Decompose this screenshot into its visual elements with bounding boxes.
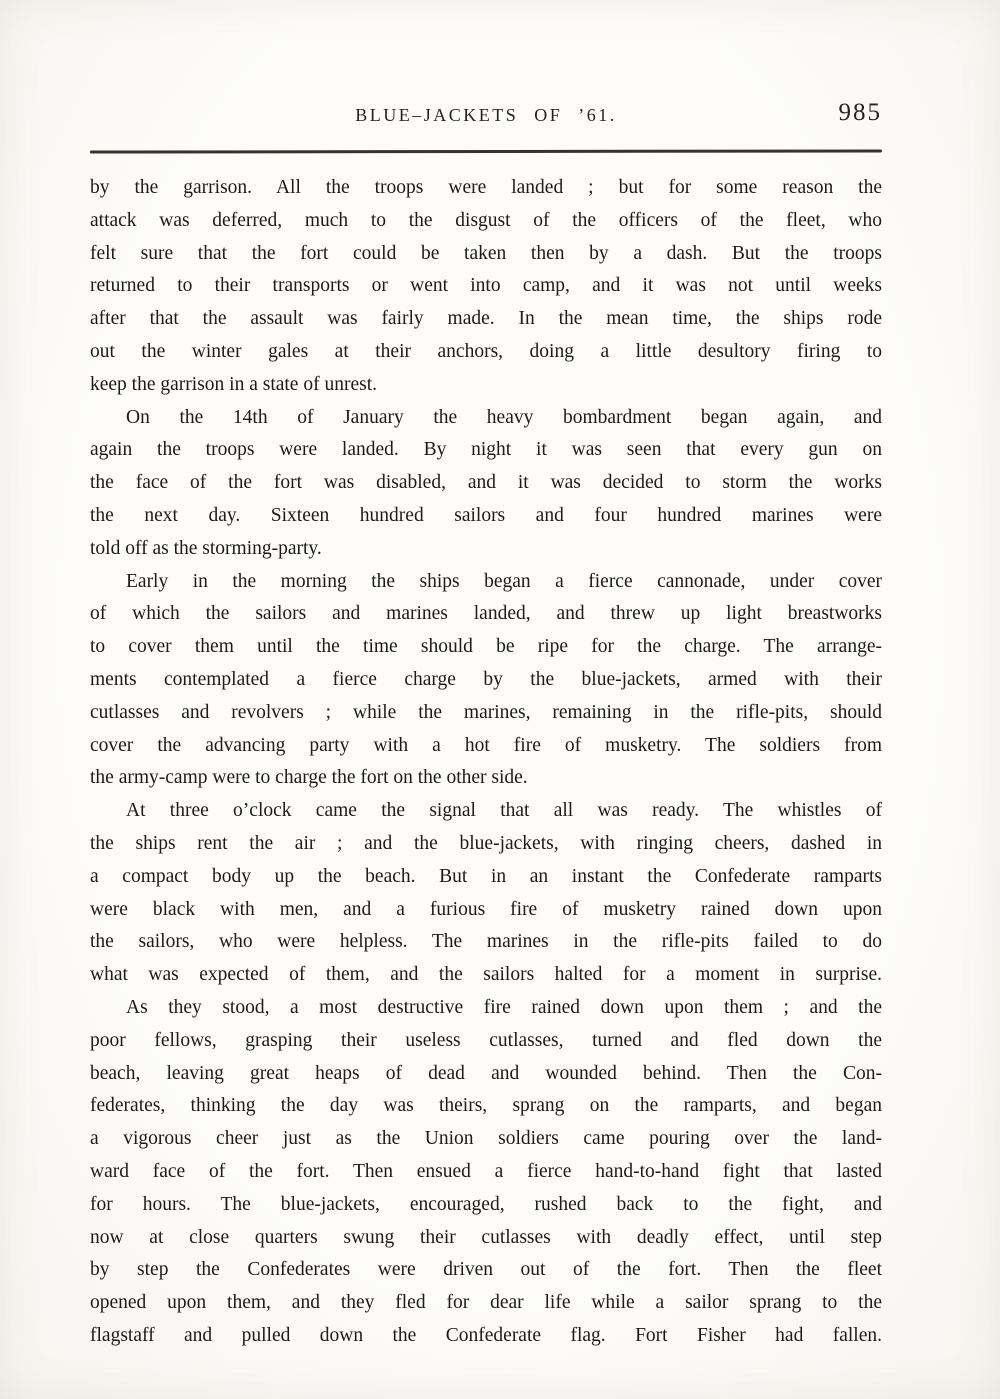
text-line: by step the Confederates were driven out of the fort. Then the fleet xyxy=(90,1259,882,1281)
text-line: keep the garrison in a state of unrest. xyxy=(90,373,377,395)
text-line: the ships rent the air ; and the blue-jackets, with ringing cheers, dashed in xyxy=(90,832,882,854)
text-line: to cover them until the time should be ripe for the charge. The arrange- xyxy=(90,636,882,658)
text-line: out the winter gales at their anchors, doing a little desultory firing to xyxy=(90,340,882,362)
text-line: after that the assault was fairly made. In the mean time, the ships rode xyxy=(90,308,882,330)
text-line: again the troops were landed. By night it was seen that every gun on xyxy=(90,439,882,461)
text-line: the face of the fort was disabled, and it was decided to storm the works xyxy=(90,472,882,494)
text-line: At three o’clock came the signal that all was ready. The whistles of xyxy=(126,800,882,822)
text-line: a vigorous cheer just as the Union soldiers came pouring over the land- xyxy=(90,1128,882,1150)
text-line: attack was deferred, much to the disgust of the officers of the fleet, who xyxy=(90,209,882,231)
text-line: As they stood, a most destructive fire rained down upon them ; and the xyxy=(126,996,882,1018)
text-line: now at close quarters swung their cutlasses with deadly effect, until step xyxy=(90,1226,882,1248)
text-line: returned to their transports or went into camp, and it was not until weeks xyxy=(90,275,882,297)
paragraph xyxy=(90,402,882,566)
text-line: federates, thinking the day was theirs, sprang on the ramparts, and began xyxy=(90,1095,882,1117)
text-line: a compact body up the beach. But in an instant the Confederate ramparts xyxy=(90,865,882,887)
text-line: told off as the storming-party. xyxy=(90,537,322,559)
header-rule xyxy=(90,149,882,153)
text-line: for hours. The blue-jackets, encouraged, rushed back to the fight, and xyxy=(90,1193,882,1215)
page-number: 985 xyxy=(838,99,882,126)
text-line: the army-camp were to charge the fort on the other side. xyxy=(90,767,528,789)
text-line: were black with men, and a furious fire of musketry rained down upon xyxy=(90,898,882,920)
text-line: cover the advancing party with a hot fire of musketry. The soldiers from xyxy=(90,734,882,756)
text-line: by the garrison. All the troops were landed ; but for some reason the xyxy=(90,177,882,198)
text-line: what was expected of them, and the sailors halted for a moment in surprise. xyxy=(90,964,882,986)
paragraph xyxy=(90,795,882,992)
text-line: felt sure that the fort could be taken then by a dash. But the troops xyxy=(90,242,882,264)
text-line: opened upon them, and they fled for dear life while a sailor sprang to the xyxy=(90,1292,882,1314)
text-line: of which the sailors and marines landed, and threw up light breastworks xyxy=(90,603,882,625)
text-line: flagstaff and pulled down the Confederate flag. Fort Fisher had fallen. xyxy=(90,1324,882,1346)
paragraph xyxy=(90,992,882,1353)
text-line: ward face of the fort. Then ensued a fierce hand-to-hand fight that lasted xyxy=(90,1160,882,1182)
text-line: the sailors, who were helpless. The marines in the rifle-pits failed to do xyxy=(90,931,882,953)
paragraph xyxy=(90,566,882,796)
running-title: BLUE–JACKETS OF ’61. xyxy=(355,105,617,125)
page-header xyxy=(90,99,882,139)
text-line: cutlasses and revolvers ; while the marines, remaining in the rifle-pits, should xyxy=(90,701,882,723)
text-line: the next day. Sixteen hundred sailors and four hundred marines were xyxy=(90,504,882,526)
text-line: beach, leaving great heaps of dead and wounded behind. Then the Con- xyxy=(90,1062,882,1084)
page-body xyxy=(90,172,882,1353)
text-line: Early in the morning the ships began a fierce cannonade, under cover xyxy=(126,570,882,592)
text-line: poor fellows, grasping their useless cutlasses, turned and fled down the xyxy=(90,1029,882,1051)
text-line: On the 14th of January the heavy bombardment began again, and xyxy=(126,406,882,428)
paragraph xyxy=(90,172,882,402)
text-line: ments contemplated a fierce charge by the blue-jackets, armed with their xyxy=(90,668,882,690)
